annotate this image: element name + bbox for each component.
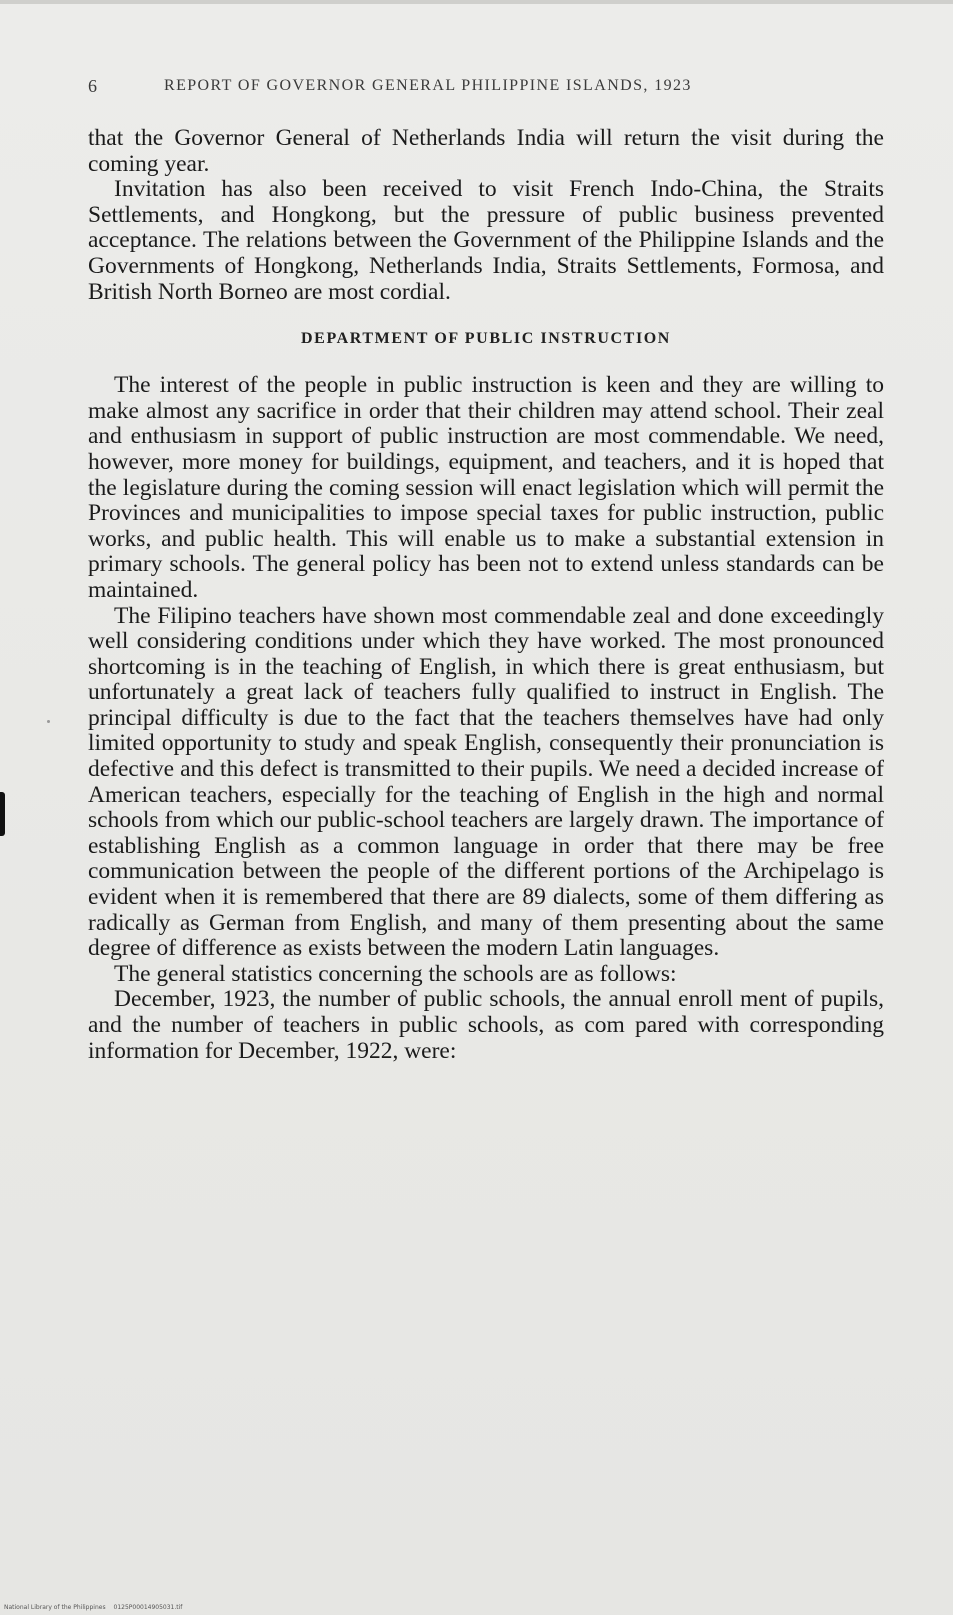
- footer-library: National Library of the Philippines: [4, 1604, 106, 1611]
- scan-binding-mark: [0, 792, 5, 836]
- paragraph-statistics-december: December, 1923, the number of public schools, the annual enroll ment of pupils, and the number of teachers in public schools, as com pared with corresponding information for December, 1922, were:: [88, 986, 884, 1064]
- page-number: 6: [88, 76, 99, 96]
- section-heading: DEPARTMENT OF PUBLIC INSTRUCTION: [301, 330, 671, 348]
- footer-credit: [4, 1604, 188, 1612]
- body-text: [88, 126, 884, 1064]
- paragraph-statistics-intro: The general statistics concerning the schools are as follows:: [114, 960, 677, 987]
- scan-speck: [47, 720, 50, 723]
- scan-top-edge: [0, 0, 953, 4]
- paragraph-interest: The interest of the people in public instruction is keen and they are willing to make almost any sacrifice in order that their children may attend school. Their zeal and enthusiasm in support of public instruction are most commendable. We need, however, more money for buildings, equipment, and teachers, and it is hoped that the legislature during the coming session will enact legislation which will permit the Provinces and municipalities to impose special taxes for public instruction, public works, and public health. This will enable us to make a substantial extension in primary schools. The general policy has been not to extend unless standards can be maintained.: [88, 372, 884, 603]
- running-head: [88, 76, 888, 100]
- paragraph-invitation: Invitation has also been received to visit French Indo-China, the Straits Settlements, and Hongkong, but the pressure of public business prevented acceptance. The relations between the Government of the Philippine Islands and the Governments of Hongkong, Netherlands India, Straits Settlements, Formosa, and British North Borneo are most cordial.: [88, 176, 884, 305]
- running-head-title: REPORT OF GOVERNOR GENERAL PHILIPPINE ISLANDS, 1923: [164, 77, 692, 94]
- paragraph-teachers: The Filipino teachers have shown most commendable zeal and done exceedingly well considering conditions under which they have worked. The most pronounced shortcoming is in the teaching of English, in which there is great enthusiasm, but unfortunately a great lack of teachers fully qualified to instruct in English. The principal difficulty is due to the fact that the teachers themselves have had only limited opportunity to study and speak English, consequently their pronunciation is defective and this defect is transmitted to their pupils. We need a decided increase of American teachers, especially for the teaching of English in the high and normal schools from which our public-school teachers are largely drawn. The importance of establishing English as a common language in order that there may be free communication between the people of the different portions of the Archipelago is evident when it is remembered that there are 89 dialects, some of them differing as radically as German from English, and many of them presenting about the same degree of difference as exists between the modern Latin languages.: [88, 602, 884, 962]
- paragraph-continued: that the Governor General of Netherlands India will return the visit during the coming year.: [88, 125, 884, 177]
- footer-file-id: 0125P00014905031.tif: [113, 1604, 183, 1611]
